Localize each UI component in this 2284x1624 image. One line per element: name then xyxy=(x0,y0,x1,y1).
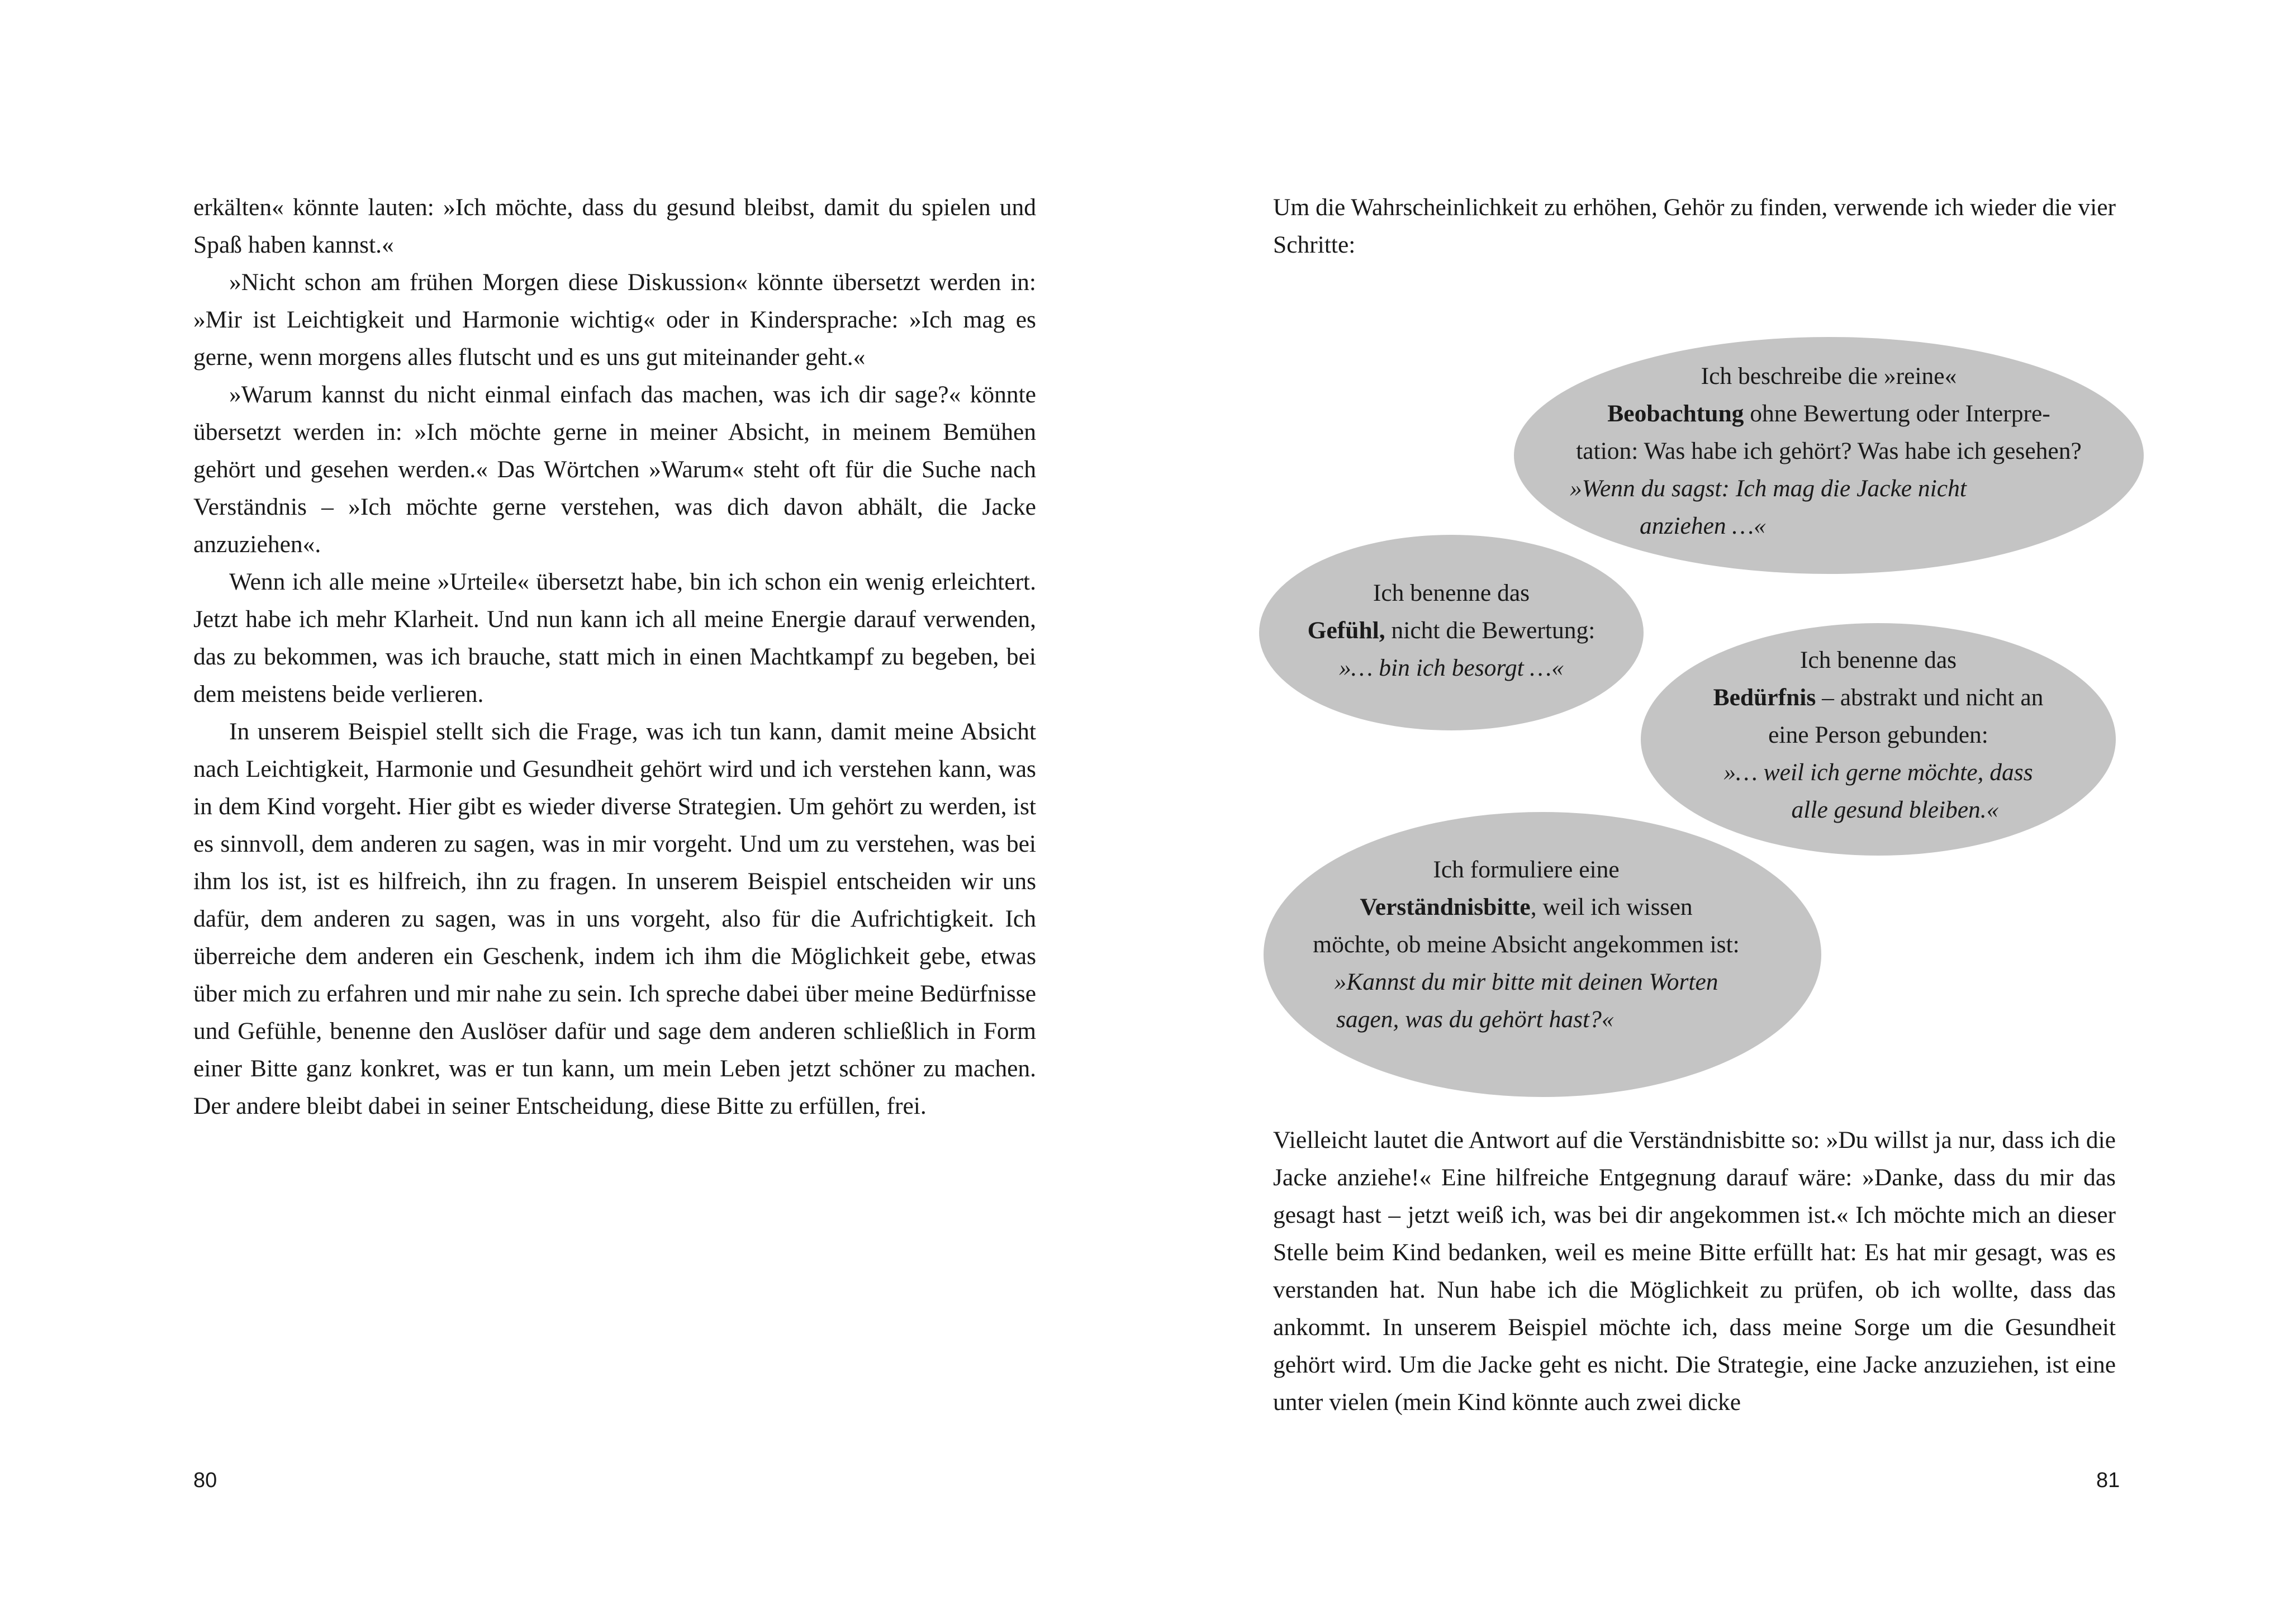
need-line-2: Bedürfnis – abstrakt und nicht an xyxy=(1713,684,2044,711)
observation-line-2: Beobachtung ohne Bewertung oder Interpre- xyxy=(1607,400,2050,427)
request-quote-1: »Kannst du mir bitte mit deinen Worten xyxy=(1334,968,1718,995)
right-text-column xyxy=(1273,1122,2116,1421)
paragraph: erkälten« könnte lauten: »Ich möchte, dass du gesund bleibst, damit du spielen und Spaß haben kannst.« xyxy=(193,194,1036,258)
need-line-1: Ich benenne das xyxy=(1799,647,1957,673)
request-line-3: möchte, ob meine Absicht angekommen ist: xyxy=(1313,931,1740,958)
observation-quote-2: anziehen …« xyxy=(1640,512,1766,539)
paragraph: Wenn ich alle meine »Urteile« übersetzt habe, bin ich schon ein wenig erleichtert. Jetzt habe ich mehr Klarheit. Und nun kann ich all meine Energie darauf verwenden, das zu bekommen, was ich brauche, statt mich in einen Machtkampf zu begeben, bei dem meistens beide verlieren. xyxy=(193,568,1036,707)
right-page xyxy=(1142,0,2283,1624)
paragraph: In unserem Beispiel stellt sich die Frage, was ich tun kann, damit meine Absicht nach Leichtigkeit, Harmonie und Gesundheit gehört wird und ich verstehen kann, was in dem Kind vorgeht. Hier gibt es wieder diverse Strategien. Um gehört zu werden, ist es sinnvoll, dem anderen zu sagen, was in mir vorgeht. Und um zu verstehen, was bei ihm los ist, ist es hilfreich, ihn zu fragen. In unserem Beispiel entscheiden wir uns dafür, dem anderen zu sagen, was in uns vorgeht, also für die Aufrichtigkeit. Ich überreiche dem anderen ein Geschenk, indem ich ihm die Möglichkeit gebe, etwas über mich zu erfahren und mir nahe zu sein. Ich spreche dabei über meine Bedürfnisse und Gefühle, benenne den Auslöser dafür und sage dem anderen schließlich in Form einer Bitte ganz konkret, was er tun kann, um mein Leben jetzt schöner zu machen. Der andere bleibt dabei in seiner Entscheidung, diese Bitte zu erfüllen, frei. xyxy=(193,718,1036,1119)
request-text xyxy=(1264,851,1789,1038)
feeling-keyword: Gefühl, xyxy=(1307,617,1385,644)
paragraph: »Warum kannst du nicht einmal einfach das machen, was ich dir sage?« könnte übersetzt werden in: »Ich möchte gerne in meiner Absicht, in meinem Bemühen gehört und gesehen werden.« Das Wörtchen »Warum« steht oft für die Suche nach Verständnis – »Ich möchte gerne verstehen, was dich davon abhält, die Jacke anzuziehen«. xyxy=(193,381,1036,558)
feeling-text xyxy=(1259,574,1644,687)
intro-paragraph: Um die Wahrscheinlichkeit zu erhöhen, Gehör zu finden, verwende ich wieder die vier Schritte: xyxy=(1273,194,2116,258)
feeling-quote: »… bin ich besorgt …« xyxy=(1339,654,1564,681)
request-quote-2: sagen, was du gehört hast?« xyxy=(1336,1006,1614,1033)
need-keyword: Bedürfnis xyxy=(1713,684,1816,711)
need-text xyxy=(1641,642,2116,829)
request-keyword: Verständnisbitte xyxy=(1360,894,1531,920)
right-intro xyxy=(1273,189,2116,264)
observation-text xyxy=(1514,358,2144,545)
page-number: 81 xyxy=(2096,1469,2120,1492)
need-quote-1: »… weil ich gerne möchte, dass xyxy=(1723,759,2033,786)
paragraph: »Nicht schon am frühen Morgen diese Diskussion« könnte übersetzt werden in: »Mir ist Leichtigkeit und Harmonie wichtig« oder in Kindersprache: »Ich mag es gerne, wenn morgens alles flutscht und es uns gut miteinander geht.« xyxy=(193,269,1036,371)
request-line-1: Ich formuliere eine xyxy=(1433,856,1620,883)
observation-line-1: Ich beschreibe die »reine« xyxy=(1701,363,1957,390)
body-paragraph: Vielleicht lautet die Antwort auf die Verständnisbitte so: »Du willst ja nur, dass ich die Jacke anziehe!« Eine hilfreiche Entgegnung darauf wäre: »Danke, dass du mir das gesagt hast – jetzt weiß ich, was bei dir angekommen ist.« Ich möchte mich an dieser Stelle beim Kind bedanken, weil es meine Bitte erfüllt hat: Es hat mir gesagt, was es verstanden hat. Nun habe ich die Möglichkeit zu prüfen, ob ich wollte, dass das ankommt. In unserem Beispiel möchte ich, dass meine Sorge um die Gesundheit gehört wird. Um die Jacke geht es nicht. Die Strategie, eine Jacke anzuziehen, ist eine unter vielen (mein Kind könnte auch zwei dicke xyxy=(1273,1127,2116,1416)
observation-line-3: tation: Was habe ich gehört? Was habe ich gesehen? xyxy=(1576,438,2082,464)
page-number: 80 xyxy=(193,1469,217,1492)
feeling-line-1: Ich benenne das xyxy=(1373,580,1530,606)
need-quote-2: alle gesund bleiben.« xyxy=(1791,796,1999,823)
need-line-3: eine Person gebunden: xyxy=(1768,721,1988,748)
observation-quote-1: »Wenn du sagst: Ich mag die Jacke nicht xyxy=(1570,475,1967,502)
feeling-line-2: Gefühl, nicht die Bewertung: xyxy=(1307,617,1596,644)
request-line-2: Verständnisbitte, weil ich wissen xyxy=(1360,894,1693,920)
left-text-column xyxy=(193,189,1036,1125)
observation-keyword: Beobachtung xyxy=(1607,400,1744,427)
